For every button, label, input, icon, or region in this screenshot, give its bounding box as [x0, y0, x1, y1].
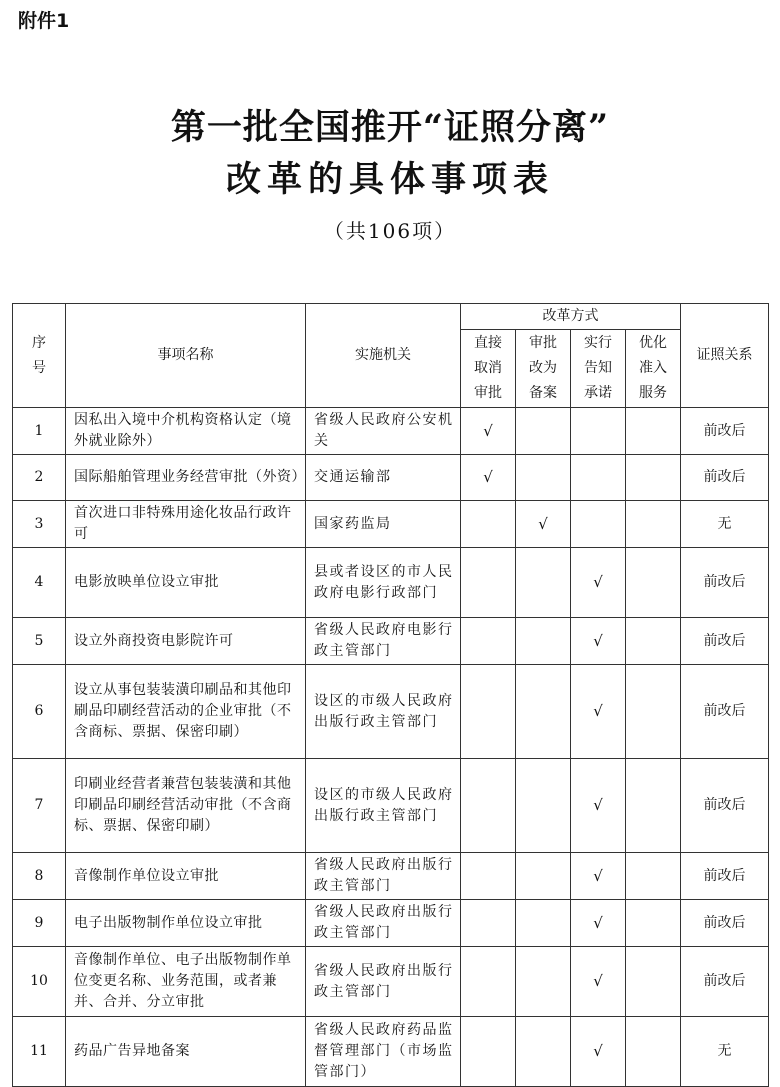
header-item-name: 事项名称	[66, 304, 306, 408]
table-row	[13, 618, 769, 665]
row-method-mark: √	[571, 900, 626, 947]
row-method-mark	[626, 618, 681, 665]
row-item-name: 设立从事包装装潢印刷品和其他印刷品印刷经营活动的企业审批（不含商标、票据、保密印刷）	[66, 665, 306, 759]
row-agency: 省级人民政府出版行政主管部门	[306, 947, 461, 1017]
row-method-mark	[516, 455, 571, 501]
row-method-mark: √	[571, 759, 626, 853]
page-title-line1: 第一批全国推开“证照分离”	[170, 107, 610, 148]
row-license-relation: 前改后	[681, 759, 769, 853]
row-method-mark	[516, 947, 571, 1017]
page-title-line2: 改革的具体事项表	[225, 159, 554, 200]
row-license-relation: 前改后	[681, 548, 769, 618]
row-license-relation: 前改后	[681, 665, 769, 759]
row-method-mark	[461, 1017, 516, 1087]
row-method-mark: √	[571, 853, 626, 900]
table-row	[13, 501, 769, 548]
row-agency: 设区的市级人民政府出版行政主管部门	[306, 665, 461, 759]
table-row	[13, 853, 769, 900]
reform-items-table	[12, 303, 769, 1087]
item-count: （共106项）	[323, 219, 457, 243]
row-license-relation: 前改后	[681, 455, 769, 501]
row-agency: 省级人民政府电影行政主管部门	[306, 618, 461, 665]
row-license-relation: 无	[681, 501, 769, 548]
row-method-mark: √	[571, 1017, 626, 1087]
row-method-mark	[461, 759, 516, 853]
header-agency: 实施机关	[306, 304, 461, 408]
row-method-mark	[461, 853, 516, 900]
row-item-name: 首次进口非特殊用途化妆品行政许可	[66, 501, 306, 548]
row-method-mark: √	[461, 408, 516, 455]
row-method-mark	[516, 548, 571, 618]
row-seq: 8	[13, 853, 66, 900]
row-method-mark	[516, 665, 571, 759]
row-method-mark	[626, 548, 681, 618]
row-seq: 5	[13, 618, 66, 665]
row-item-name: 电影放映单位设立审批	[66, 548, 306, 618]
row-method-mark	[626, 759, 681, 853]
row-license-relation: 前改后	[681, 947, 769, 1017]
table-row	[13, 665, 769, 759]
row-seq: 9	[13, 900, 66, 947]
row-method-mark	[626, 853, 681, 900]
row-agency: 省级人民政府出版行政主管部门	[306, 853, 461, 900]
row-agency: 省级人民政府出版行政主管部门	[306, 900, 461, 947]
row-agency: 县或者设区的市人民政府电影行政部门	[306, 548, 461, 618]
row-method-mark: √	[461, 455, 516, 501]
table-row	[13, 548, 769, 618]
row-seq: 3	[13, 501, 66, 548]
row-method-mark	[626, 665, 681, 759]
row-seq: 2	[13, 455, 66, 501]
header-license-relation: 证照关系	[681, 304, 769, 408]
row-license-relation: 前改后	[681, 900, 769, 947]
row-item-name: 音像制作单位设立审批	[66, 853, 306, 900]
header-method-optimize: 优化 准入 服务	[626, 330, 681, 408]
row-method-mark	[626, 408, 681, 455]
row-method-mark	[461, 900, 516, 947]
row-license-relation: 无	[681, 1017, 769, 1087]
table-row	[13, 759, 769, 853]
row-method-mark: √	[571, 548, 626, 618]
row-method-mark	[516, 618, 571, 665]
row-method-mark	[626, 501, 681, 548]
table-row	[13, 455, 769, 501]
row-method-mark	[571, 455, 626, 501]
row-agency: 国家药监局	[306, 501, 461, 548]
table-row	[13, 1017, 769, 1087]
row-agency: 省级人民政府公安机关	[306, 408, 461, 455]
header-method-filing: 审批 改为 备案	[516, 330, 571, 408]
row-license-relation: 前改后	[681, 853, 769, 900]
row-method-mark	[461, 501, 516, 548]
header-method-notify: 实行 告知 承诺	[571, 330, 626, 408]
row-method-mark	[516, 1017, 571, 1087]
row-method-mark: √	[516, 501, 571, 548]
header-method-cancel: 直接 取消 审批	[461, 330, 516, 408]
header-seq: 序 号	[13, 304, 66, 408]
row-method-mark	[571, 501, 626, 548]
row-item-name: 药品广告异地备案	[66, 1017, 306, 1087]
row-method-mark	[461, 618, 516, 665]
row-agency: 交通运输部	[306, 455, 461, 501]
row-agency: 省级人民政府药品监督管理部门（市场监管部门）	[306, 1017, 461, 1087]
row-method-mark	[516, 900, 571, 947]
row-method-mark: √	[571, 618, 626, 665]
row-method-mark	[626, 900, 681, 947]
row-method-mark	[571, 408, 626, 455]
row-item-name: 因私出入境中介机构资格认定（境外就业除外）	[66, 408, 306, 455]
row-seq: 10	[13, 947, 66, 1017]
row-method-mark	[516, 408, 571, 455]
row-seq: 7	[13, 759, 66, 853]
row-item-name: 国际船舶管理业务经营审批（外资）	[66, 455, 306, 501]
row-license-relation: 前改后	[681, 618, 769, 665]
table-row	[13, 408, 769, 455]
row-method-mark: √	[571, 947, 626, 1017]
row-agency: 设区的市级人民政府出版行政主管部门	[306, 759, 461, 853]
row-method-mark	[461, 548, 516, 618]
row-method-mark	[461, 665, 516, 759]
row-seq: 11	[13, 1017, 66, 1087]
row-seq: 4	[13, 548, 66, 618]
row-method-mark	[626, 455, 681, 501]
row-method-mark	[626, 1017, 681, 1087]
row-method-mark	[516, 759, 571, 853]
row-item-name: 音像制作单位、电子出版物制作单位变更名称、业务范围，或者兼并、合并、分立审批	[66, 947, 306, 1017]
row-method-mark	[461, 947, 516, 1017]
row-seq: 6	[13, 665, 66, 759]
row-item-name: 设立外商投资电影院许可	[66, 618, 306, 665]
attachment-label: 附件1	[18, 10, 70, 32]
table-row	[13, 947, 769, 1017]
row-method-mark: √	[571, 665, 626, 759]
row-method-mark	[626, 947, 681, 1017]
row-license-relation: 前改后	[681, 408, 769, 455]
header-reform-method: 改革方式	[461, 304, 681, 330]
row-item-name: 电子出版物制作单位设立审批	[66, 900, 306, 947]
row-method-mark	[516, 853, 571, 900]
table-row	[13, 900, 769, 947]
row-seq: 1	[13, 408, 66, 455]
row-item-name: 印刷业经营者兼营包装装潢和其他印刷品印刷经营活动审批（不含商标、票据、保密印刷）	[66, 759, 306, 853]
